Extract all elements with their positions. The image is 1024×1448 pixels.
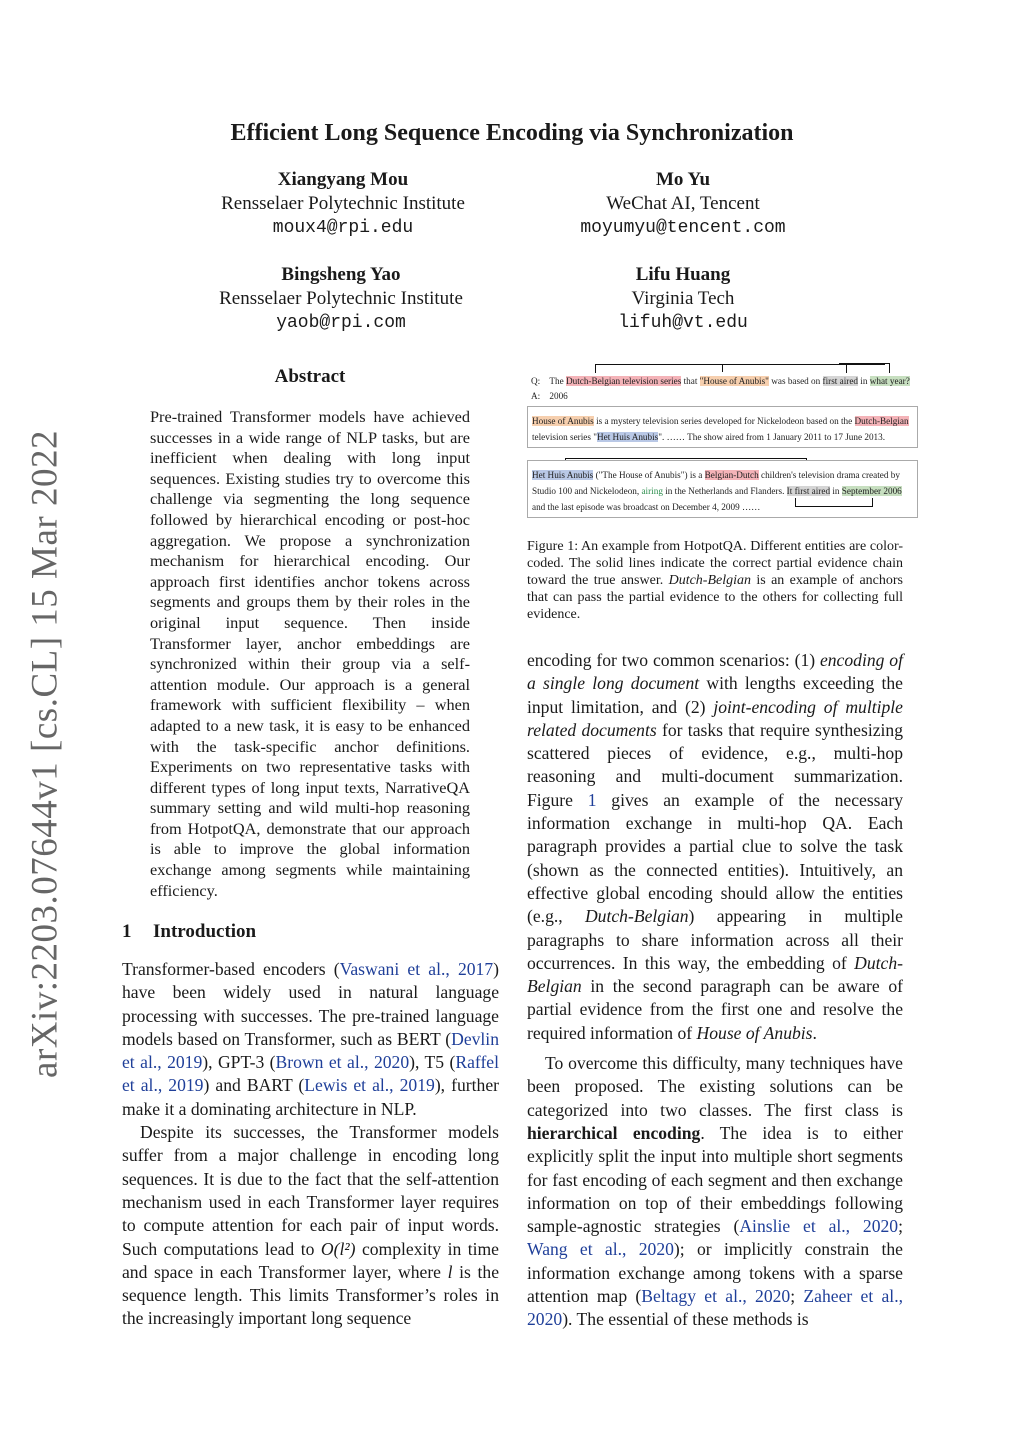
fig-line [532, 470, 900, 481]
text-run: Dutch-Belgian [527, 952, 903, 997]
paragraph [527, 1052, 903, 1332]
figure-1-caption [527, 538, 903, 623]
paragraph [122, 1121, 499, 1331]
citation-link[interactable]: Zaheer et al., 2020 [527, 1286, 903, 1330]
text-run: Studio 100 and Nickelodeon, [532, 486, 642, 496]
fig-line [532, 432, 885, 443]
entity-highlight: September 2006 [841, 486, 902, 496]
author-block-2 [533, 168, 833, 240]
text-run: . [812, 1022, 817, 1043]
author-block-4 [533, 263, 833, 335]
text-run: Despite its successes, the Transformer models suffer from a major challenge in encoding long sequences. It is due to the fact that the self-attention mechanism used in each Transformer layer requires to compute attention for each pair of input words. Such computations lead to [122, 1122, 499, 1259]
paragraph [527, 649, 903, 1045]
text-run: ). The essential of these methods is [562, 1309, 809, 1330]
text-run: Transformer-based encoders ( [122, 959, 340, 979]
text-run: ("The House of Anubis") is a [593, 470, 705, 480]
citation-link[interactable]: Vaswani et al., 2017 [339, 959, 494, 979]
text-run: . The idea is to either explicitly split the input into multiple short segments for fast encoding of each segment and then exchange information on top of their embeddings following sample-agnostic strategies ( [527, 1122, 903, 1237]
abstract-body [150, 407, 470, 901]
author-name: Xiangyang Mou [277, 169, 409, 190]
section-number: 1 [122, 921, 132, 942]
figure-paragraph-1 [527, 406, 918, 448]
evidence-connector [795, 498, 873, 507]
text-run: television series " [532, 432, 597, 442]
entity-highlight: Het Huis Anubis [532, 470, 594, 480]
citation-link[interactable]: Lewis et al., 2019 [304, 1075, 435, 1096]
citation-link[interactable]: Devlin et al., 2019 [122, 1028, 499, 1073]
author-affiliation: Virginia Tech [631, 288, 735, 309]
author-affiliation: WeChat AI, Tencent [606, 193, 760, 214]
entity-highlight: "House of Anubis" [699, 376, 769, 386]
paper-title: Efficient Long Sequence Encoding via Synchronization [230, 120, 794, 146]
entity-highlight: It first aired [786, 486, 831, 496]
author-block-3 [191, 263, 491, 335]
paragraph [122, 958, 499, 1121]
text-run: in the second paragraph can be aware of partial evidence from the first one and resolve the required information of [527, 976, 903, 1043]
text-run: gives an example of the necessary information exchange in multi-hop QA. Each paragraph provides a partial clue to solve the task (shown as the connected entities). Intuitively, an effective global encoding should allow the entities (e.g., [527, 789, 903, 927]
citation-link[interactable]: Wang et al., 2020 [527, 1239, 674, 1260]
citation-link[interactable]: Ainslie et al., 2020 [739, 1216, 899, 1237]
figure-answer [531, 391, 568, 402]
author-email: yaob@rpi.com [276, 313, 406, 333]
entity-highlight: Dutch-Belgian television series [565, 376, 682, 386]
text-run: is an example of anchors that can pass the partial evidence to the others for collecting full evidence. [527, 573, 903, 622]
text-run: in the Netherlands and Flanders. [662, 486, 787, 496]
intro-left-column [122, 958, 499, 1331]
intro-right-column [527, 649, 903, 1332]
text-run: hierarchical encoding [527, 1122, 701, 1143]
answer-text: 2006 [549, 391, 568, 401]
author-affiliation: Rensselaer Polytechnic Institute [221, 193, 465, 214]
entity-highlight: first aired [822, 376, 858, 386]
entity-highlight: airing [641, 486, 663, 496]
citation-link[interactable]: Brown et al., 2020 [275, 1052, 410, 1073]
text-run: is a mystery television series developed for Nickelodeon based on the [593, 416, 855, 426]
text-run: ; [898, 1216, 903, 1237]
text-run: ; [790, 1286, 804, 1307]
text-run: is the sequence length. This limits Transformer’s roles in the increasingly important long sequence [122, 1261, 500, 1329]
text-run: that [681, 376, 700, 386]
author-email: moux4@rpi.edu [272, 218, 414, 238]
entity-highlight: Belgian-Dutch [704, 470, 759, 480]
text-run: for tasks that require synthesizing scattered pieces of evidence, e.g., multi-hop reasoning and multi-document summarization. Figure [527, 719, 903, 810]
author-affiliation: Rensselaer Polytechnic Institute [219, 288, 463, 309]
entity-highlight: Het Huis Anubis [597, 432, 659, 442]
figure-1 [527, 364, 917, 524]
section-title: Introduction [153, 921, 257, 942]
a-label: A: [531, 391, 541, 401]
text-run: Dutch-Belgian [584, 906, 689, 927]
author-block-1 [193, 168, 493, 240]
figure-question [531, 376, 910, 387]
math-inline: O(l²) [320, 1238, 356, 1259]
text-run: House of Anubis [696, 1022, 813, 1043]
text-run: The [549, 376, 566, 386]
abstract-text: Pre-trained Transformer models have achieved successes in a wide range of NLP tasks, but are inefficient when dealing with long input sequences. Existing studies try to overcome this challenge via segmenting the long sequence followed by hierarchical encoding or post-hoc aggregation. We propose a synchronization mechanism for hierarchical encoding. Our approach first identifies anchor tokens across segments and groups them by their roles in the original input sequence. Then inside Transformer layer, anchor embeddings are synchronized within their group via a self-attention module. Our approach is a general framework with sufficient flexibility – when adapted to a new task, it is easy to be enhanced with the task-specific anchor definitions. Experiments on two representative tasks with different types of long input texts, NarrativeQA summary setting and wild multi-hop reasoning from HotpotQA, demonstrate that our approach is able to improve the global information exchange among segments while maintaining efficiency. [150, 407, 470, 900]
text-run: in [858, 376, 870, 386]
arxiv-stamp-text: arXiv:2203.07644v1 [cs.CL] 15 Mar 2022 [24, 430, 66, 1078]
q-label: Q: [531, 376, 541, 386]
text-run: ) have been widely used in natural language processing with successes. The pre-trained language models based on Transformer, such as BERT ( [122, 959, 499, 1049]
text-run: ), GPT-3 ( [202, 1052, 276, 1073]
text-run: Figure 1: An example from HotpotQA. Different entities are color-coded. The solid lines indicate the correct partial evidence chain toward the true answer. [527, 539, 903, 588]
abstract-heading: Abstract [274, 366, 346, 387]
text-run: ), T5 ( [409, 1052, 456, 1073]
text-run: with lengths exceeding the input limitation, and (2) [527, 673, 903, 717]
text-run: encoding for two common scenarios: (1) [527, 650, 820, 670]
text-run: in [830, 486, 842, 496]
figure-paragraph-2 [527, 460, 918, 518]
fig-line [532, 416, 909, 427]
text-run: ), further make it a dominating architecture in NLP. [122, 1075, 499, 1119]
text-run: encoding of a single long document [527, 650, 903, 694]
text-run: ); or implicitly constrain the information exchange among tokens with a sparse attention map ( [527, 1239, 903, 1307]
author-email: lifuh@vt.edu [618, 313, 748, 333]
author-name: Mo Yu [655, 169, 711, 190]
section-heading [122, 921, 256, 943]
entity-highlight: House of Anubis [532, 416, 594, 426]
arxiv-stamp [22, 430, 68, 1078]
text-run: To overcome this difficulty, many techniques have been proposed. The existing solutions can be categorized into two classes. The first class is [527, 1053, 903, 1120]
text-run: ) appearing in multiple paragraphs to share information across all their occurrences. In this way, the embedding of [527, 906, 903, 973]
text-run: was based on [768, 376, 823, 386]
text-run: Dutch-Belgian [668, 573, 751, 588]
citation-link[interactable]: Beltagy et al., 2020 [641, 1286, 791, 1307]
entity-highlight: Dutch-Belgian [854, 416, 909, 426]
text-run: ". …… The show aired from 1 January 2011 to 17 June 2013. [658, 432, 886, 442]
text-run: and the last episode was broadcast on December 4, 2009 …… [532, 502, 761, 512]
figure-reference-link[interactable]: 1 [587, 789, 597, 810]
math-inline: l [447, 1261, 453, 1282]
author-name: Lifu Huang [635, 264, 731, 285]
evidence-connector [722, 364, 723, 372]
text-run: ) and BART ( [203, 1075, 305, 1096]
fig-line [532, 502, 760, 513]
text-run: joint-encoding of multiple related documents [527, 696, 903, 740]
author-email: moyumyu@tencent.com [580, 218, 786, 238]
evidence-connector [839, 363, 890, 373]
author-name: Bingsheng Yao [281, 264, 401, 285]
fig-line [532, 486, 902, 497]
text-run: complexity in time and space in each Transformer layer, where [122, 1238, 499, 1282]
citation-link[interactable]: Raffel et al., 2019 [122, 1052, 500, 1096]
text-run: children's television drama created by [758, 470, 900, 480]
entity-highlight: what year? [869, 376, 910, 386]
evidence-connector [595, 364, 847, 373]
